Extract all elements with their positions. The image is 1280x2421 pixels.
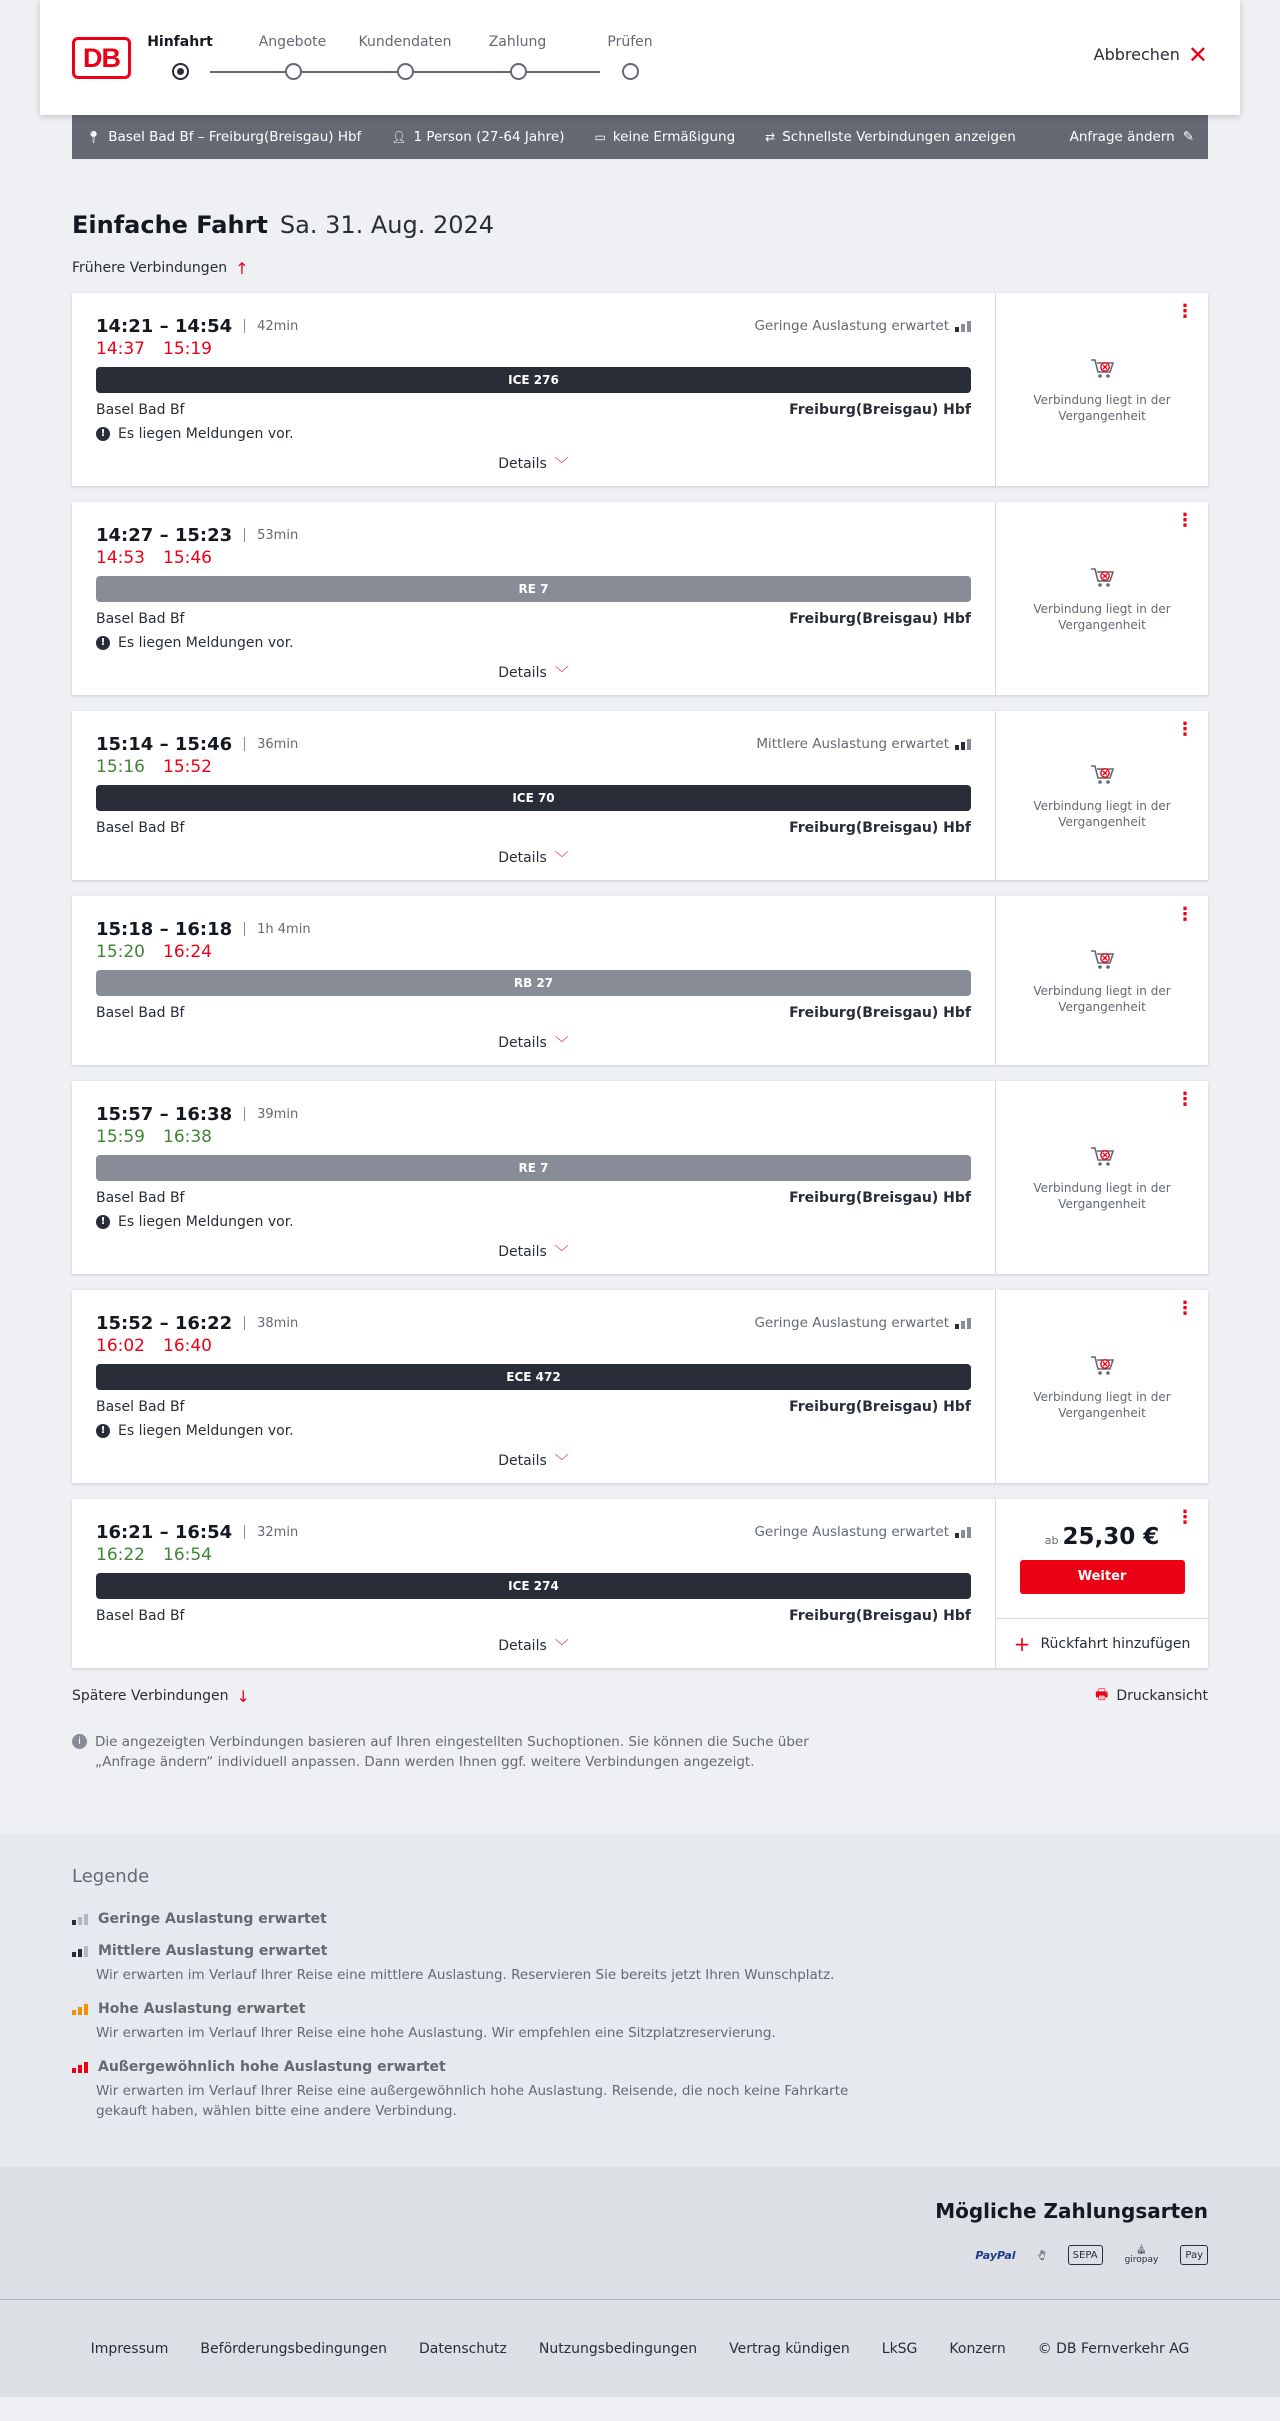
connection-card	[72, 711, 1208, 880]
occupancy-icon	[955, 738, 971, 750]
alert-icon: !	[96, 1424, 110, 1438]
realtime-departure: 15:59	[96, 1127, 145, 1147]
stations-row	[96, 611, 971, 627]
train-segment-bar[interactable]: ICE 70	[96, 785, 971, 811]
footer-link[interactable]: Nutzungsbedingungen	[538, 2340, 698, 2357]
connection-main	[72, 1081, 995, 1274]
step-0	[130, 34, 230, 56]
payment-title: Mögliche Zahlungsarten	[935, 2199, 1208, 2223]
more-options-icon[interactable]: ⋮	[1176, 904, 1194, 925]
occupancy-indicator	[754, 1524, 971, 1540]
payment-icons	[72, 2241, 1208, 2269]
sepa-icon: SEPA	[1068, 2245, 1103, 2265]
realtime-departure: 14:37	[96, 339, 145, 359]
print-view-link[interactable]	[1095, 1684, 1208, 1708]
step-label: Prüfen	[607, 34, 653, 50]
legend-item-head	[72, 2001, 1208, 2017]
connection-main	[72, 711, 995, 880]
chevron-down-icon: ﹀	[554, 666, 569, 682]
footer-link[interactable]: Konzern	[949, 2340, 1006, 2357]
destination-station: Freiburg(Breisgau) Hbf	[789, 820, 971, 836]
occupancy-level-icon	[72, 1913, 88, 1925]
step-dot	[172, 63, 189, 80]
occupancy-indicator	[756, 736, 971, 752]
service-message-text: Es liegen Meldungen vor.	[118, 635, 294, 651]
destination-station: Freiburg(Breisgau) Hbf	[789, 1190, 971, 1206]
legend-title: Legende	[72, 1866, 150, 1887]
mode-summary	[765, 129, 1016, 145]
legend-item-head	[72, 1943, 1208, 1959]
footer-link[interactable]: © DB Fernverkehr AG	[1037, 2340, 1190, 2357]
step-label: Kundendaten	[358, 34, 452, 50]
legend-item-description: Wir erwarten im Verlauf Ihrer Reise eine außergewöhnlich hohe Auslastung. Reisende, die noch keine Fahrkarte gekauft haben, wählen bitte eine andere Verbindung.	[96, 2083, 849, 2119]
add-return-trip-button[interactable]	[996, 1618, 1208, 1668]
divider	[244, 1316, 245, 1330]
realtime-departure: 15:16	[96, 757, 145, 777]
step-3	[468, 34, 568, 56]
train-segment-bar[interactable]: RB 27	[96, 970, 971, 996]
divider	[244, 319, 245, 333]
step-label: Zahlung	[488, 34, 547, 50]
occupancy-icon	[955, 320, 971, 332]
continue-button[interactable]: Weiter	[1020, 1560, 1185, 1594]
origin-station: Basel Bad Bf	[96, 1005, 185, 1021]
discount-text: keine Ermäßigung	[612, 129, 736, 145]
realtime-times	[96, 942, 971, 964]
cancel-button[interactable]	[1093, 40, 1208, 69]
footer-link[interactable]: Vertrag kündigen	[729, 2340, 850, 2357]
connection-list	[72, 293, 1208, 1668]
alert-icon: !	[96, 427, 110, 441]
close-icon: ✕	[1187, 40, 1208, 69]
origin-station: Basel Bad Bf	[96, 1608, 185, 1624]
destination-station: Freiburg(Breisgau) Hbf	[789, 611, 971, 627]
footer-link[interactable]: Beförderungsbedingungen	[200, 2340, 387, 2357]
realtime-arrival: 15:52	[163, 757, 212, 777]
train-segment-bar[interactable]: ICE 274	[96, 1573, 971, 1599]
chevron-down-icon: ﹀	[554, 1245, 569, 1261]
service-message-text: Es liegen Meldungen vor.	[118, 1423, 294, 1439]
schedule-times: 14:21 – 14:54	[96, 315, 233, 337]
connection-card	[72, 1499, 1208, 1668]
stations-row	[96, 1399, 971, 1415]
connection-card	[72, 896, 1208, 1065]
times-row	[96, 524, 971, 546]
person-icon: 👤︎	[391, 130, 407, 144]
offer-panel	[995, 711, 1208, 880]
later-connections-link[interactable]	[72, 1687, 250, 1706]
occupancy-text: Mittlere Auslastung erwartet	[756, 736, 949, 752]
destination-station: Freiburg(Breisgau) Hbf	[789, 1005, 971, 1021]
offer-panel	[995, 1081, 1208, 1274]
legend-item	[72, 2059, 1208, 2121]
times-row	[96, 733, 971, 755]
legend-item-title: Geringe Auslastung erwartet	[98, 1911, 327, 1927]
search-info-note	[72, 1732, 832, 1772]
service-message	[96, 426, 971, 442]
realtime-times	[96, 1127, 971, 1149]
realtime-arrival: 16:38	[163, 1127, 212, 1147]
schedule-times: 15:18 – 16:18	[96, 918, 233, 940]
legend-item-title: Hohe Auslastung erwartet	[98, 2001, 306, 2017]
legend-item-head	[72, 2059, 1208, 2075]
giropay-glyph: ⛪︎	[1135, 2245, 1148, 2255]
details-toggle[interactable]	[96, 1439, 971, 1483]
stations-row	[96, 1608, 971, 1624]
origin-station: Basel Bad Bf	[96, 1399, 185, 1415]
details-label: Details	[498, 1244, 547, 1260]
divider	[244, 1525, 245, 1539]
step-dot	[397, 63, 414, 80]
details-toggle[interactable]	[96, 836, 971, 880]
step-2	[355, 34, 455, 56]
later-connections-label: Spätere Verbindungen	[72, 1688, 229, 1704]
cart-unavailable-icon	[1089, 947, 1115, 973]
offer-panel	[995, 896, 1208, 1065]
schedule-times: 15:14 – 15:46	[96, 733, 233, 755]
occupancy-level-icon	[72, 1945, 88, 1957]
service-message	[96, 635, 971, 651]
persons-summary	[391, 129, 564, 145]
route-summary	[86, 129, 361, 145]
divider	[244, 1107, 245, 1121]
duration: 1h 4min	[257, 921, 311, 937]
occupancy-text: Geringe Auslastung erwartet	[754, 318, 949, 334]
times-row	[96, 1521, 971, 1543]
service-message-text: Es liegen Meldungen vor.	[118, 1214, 294, 1230]
list-footer	[72, 1686, 1208, 1706]
chevron-down-icon: ﹀	[554, 851, 569, 867]
connection-card	[72, 293, 1208, 486]
legend-item	[72, 1943, 1208, 1985]
duration: 36min	[257, 736, 299, 752]
progress-stepper	[147, 34, 653, 84]
footer-link[interactable]: Impressum	[90, 2340, 169, 2357]
realtime-times	[96, 548, 971, 570]
duration: 42min	[257, 318, 299, 334]
realtime-arrival: 15:19	[163, 339, 212, 359]
price-value: 25,30 €	[1062, 1523, 1160, 1550]
duration: 39min	[257, 1106, 299, 1122]
applepay-label: Pay	[1185, 2249, 1203, 2261]
offer-panel	[995, 1290, 1208, 1483]
schedule-times: 15:52 – 16:22	[96, 1312, 233, 1334]
paypal-icon: PayPal	[975, 2248, 1016, 2262]
arrow-up-icon: ↑	[235, 258, 249, 278]
past-connection-text: Verbindung liegt in der Vergangenheit	[1033, 798, 1171, 829]
origin-station: Basel Bad Bf	[96, 1190, 185, 1206]
realtime-times	[96, 757, 971, 779]
realtime-times	[96, 1336, 971, 1358]
times-row	[96, 315, 971, 337]
stations-row	[96, 820, 971, 836]
train-segment-bar[interactable]: ECE 472	[96, 1364, 971, 1390]
duration: 53min	[257, 527, 299, 543]
occupancy-indicator	[754, 1315, 971, 1331]
times-row	[96, 1312, 971, 1334]
train-segment-bar[interactable]: ICE 276	[96, 367, 971, 393]
details-label: Details	[498, 1638, 547, 1654]
details-toggle[interactable]	[96, 651, 971, 695]
change-request-label: Anfrage ändern	[1069, 129, 1175, 145]
divider	[244, 528, 245, 542]
realtime-arrival: 16:54	[163, 1545, 212, 1565]
connection-main	[72, 1499, 995, 1668]
info-icon: i	[72, 1734, 87, 1749]
bahncard-icon: ▭	[594, 130, 606, 144]
realtime-times	[96, 339, 971, 361]
past-connection-text: Verbindung liegt in der Vergangenheit	[1033, 1180, 1171, 1211]
step-1	[243, 34, 343, 56]
persons-text: 1 Person (27-64 Jahre)	[413, 129, 565, 145]
train-segment-bar[interactable]: RE 7	[96, 576, 971, 602]
alert-icon: !	[96, 1215, 110, 1229]
page-title: Einfache Fahrt	[72, 211, 268, 239]
giropay-icon	[1125, 2241, 1159, 2269]
realtime-departure: 15:20	[96, 942, 145, 962]
details-toggle[interactable]	[96, 1230, 971, 1274]
stations-row	[96, 1005, 971, 1021]
details-label: Details	[498, 1035, 547, 1051]
legend-item-title: Außergewöhnlich hohe Auslastung erwartet	[98, 2059, 446, 2075]
route-text: Basel Bad Bf – Freiburg(Breisgau) Hbf	[108, 129, 362, 145]
location-pin-icon: 📍︎	[86, 130, 102, 144]
printer-icon: 🖶︎	[1095, 1687, 1109, 1703]
page-heading	[72, 211, 1208, 239]
price-prefix: ab	[1044, 1533, 1059, 1547]
chevron-down-icon: ﹀	[554, 1036, 569, 1052]
connection-main	[72, 896, 995, 1065]
search-summary-bar	[72, 115, 1208, 159]
realtime-departure: 16:02	[96, 1336, 145, 1356]
details-toggle[interactable]	[96, 442, 971, 486]
more-options-icon[interactable]: ⋮	[1176, 1298, 1194, 1319]
db-logo[interactable]: DB	[72, 37, 131, 79]
arrow-down-icon: ↓	[236, 1686, 250, 1706]
legend-section	[0, 1834, 1280, 2167]
change-request-button[interactable]	[1070, 129, 1194, 145]
legend-item-description: Wir erwarten im Verlauf Ihrer Reise eine mittlere Auslastung. Reservieren Sie bereits jetzt Ihren Wunschplatz.	[96, 1967, 835, 1983]
details-label: Details	[498, 850, 547, 866]
occupancy-text: Geringe Auslastung erwartet	[754, 1315, 949, 1331]
past-connection-text: Verbindung liegt in der Vergangenheit	[1033, 1389, 1171, 1420]
realtime-arrival: 15:46	[163, 548, 212, 568]
chevron-down-icon: ﹀	[554, 457, 569, 473]
occupancy-level-icon	[72, 2061, 88, 2073]
earlier-connections-link[interactable]	[72, 259, 1208, 277]
occupancy-icon	[955, 1317, 971, 1329]
discount-summary	[595, 129, 736, 145]
more-options-icon[interactable]: ⋮	[1176, 510, 1194, 531]
offer-panel	[995, 1499, 1208, 1668]
main-content	[72, 211, 1208, 1772]
duration: 38min	[257, 1315, 299, 1331]
creditcard-icon: 🖐︎	[1037, 2248, 1046, 2262]
past-connection-text: Verbindung liegt in der Vergangenheit	[1033, 983, 1171, 1014]
step-dot	[622, 63, 639, 80]
cart-unavailable-icon	[1089, 356, 1115, 382]
cart-unavailable-icon	[1089, 1144, 1115, 1170]
occupancy-icon	[955, 1526, 971, 1538]
cart-unavailable-icon	[1089, 1353, 1115, 1379]
train-segment-bar[interactable]: RE 7	[96, 1155, 971, 1181]
cancel-label: Abbrechen	[1093, 45, 1180, 64]
realtime-departure: 16:22	[96, 1545, 145, 1565]
service-message	[96, 1214, 971, 1230]
schedule-times: 15:57 – 16:38	[96, 1103, 233, 1125]
details-toggle[interactable]	[96, 1624, 971, 1668]
footer-nav	[0, 2299, 1280, 2397]
destination-station: Freiburg(Breisgau) Hbf	[789, 1399, 971, 1415]
connection-main	[72, 502, 995, 695]
divider	[244, 922, 245, 936]
cart-unavailable-icon	[1089, 565, 1115, 591]
schedule-times: 16:21 – 16:54	[96, 1521, 233, 1543]
search-info-text: Die angezeigten Verbindungen basieren auf Ihren eingestellten Suchoptionen. Sie können die Suche über „Anfrage ändern“ individuell anpassen. Dann werden Ihnen ggf. weitere Verbindungen angezeigt.	[95, 1734, 809, 1770]
legend-item-title: Mittlere Auslastung erwartet	[98, 1943, 328, 1959]
past-connection-text: Verbindung liegt in der Vergangenheit	[1033, 392, 1171, 423]
earlier-connections-label: Frühere Verbindungen	[72, 260, 228, 276]
chevron-down-icon: ﹀	[554, 1639, 569, 1655]
details-toggle[interactable]	[96, 1021, 971, 1065]
occupancy-indicator	[754, 318, 971, 334]
step-dot	[510, 63, 527, 80]
pencil-icon: ✎	[1182, 129, 1194, 145]
more-options-icon[interactable]: ⋮	[1176, 719, 1194, 740]
step-label: Hinfahrt	[147, 34, 213, 50]
origin-station: Basel Bad Bf	[96, 820, 185, 836]
header	[40, 0, 1240, 115]
legend-item-description: Wir erwarten im Verlauf Ihrer Reise eine hohe Auslastung. Wir empfehlen eine Sitzplatzreservierung.	[96, 2025, 776, 2041]
plus-icon: +	[1013, 1631, 1031, 1656]
footer-link[interactable]: LkSG	[881, 2340, 918, 2357]
connection-main	[72, 293, 995, 486]
travel-date: Sa. 31. Aug. 2024	[279, 211, 495, 239]
schedule-times: 14:27 – 15:23	[96, 524, 233, 546]
realtime-arrival: 16:24	[163, 942, 212, 962]
connection-card	[72, 1081, 1208, 1274]
stations-row	[96, 402, 971, 418]
connection-card	[72, 502, 1208, 695]
payment-methods-section	[0, 2167, 1280, 2299]
details-label: Details	[498, 456, 547, 472]
realtime-arrival: 16:40	[163, 1336, 212, 1356]
origin-station: Basel Bad Bf	[96, 611, 185, 627]
offer-panel	[995, 502, 1208, 695]
price	[1045, 1524, 1160, 1550]
connection-main	[72, 1290, 995, 1483]
more-options-icon[interactable]: ⋮	[1176, 1089, 1194, 1110]
legend-item-head	[72, 1911, 1208, 1927]
service-message	[96, 1423, 971, 1439]
times-row	[96, 918, 971, 940]
details-label: Details	[498, 665, 547, 681]
swap-arrows-icon: ⇄	[765, 130, 776, 144]
add-return-trip-label: Rückfahrt hinzufügen	[1040, 1635, 1191, 1652]
step-dot	[285, 63, 302, 80]
times-row	[96, 1103, 971, 1125]
footer-link[interactable]: Datenschutz	[418, 2340, 507, 2357]
realtime-departure: 14:53	[96, 548, 145, 568]
divider	[244, 737, 245, 751]
past-connection-text: Verbindung liegt in der Vergangenheit	[1033, 601, 1171, 632]
cart-unavailable-icon	[1089, 762, 1115, 788]
more-options-icon[interactable]: ⋮	[1176, 301, 1194, 322]
legend-item	[72, 1911, 1208, 1927]
mode-text: Schnellste Verbindungen anzeigen	[782, 129, 1016, 145]
applepay-icon	[1180, 2245, 1208, 2265]
chevron-down-icon: ﹀	[554, 1454, 569, 1470]
connection-card	[72, 1290, 1208, 1483]
realtime-times	[96, 1545, 971, 1567]
offer-panel	[995, 293, 1208, 486]
giropay-label: giropay	[1124, 2255, 1159, 2265]
destination-station: Freiburg(Breisgau) Hbf	[789, 1608, 971, 1624]
alert-icon: !	[96, 636, 110, 650]
legend-item	[72, 2001, 1208, 2043]
stations-row	[96, 1190, 971, 1206]
more-options-icon[interactable]: ⋮	[1176, 1507, 1194, 1528]
print-view-label: Druckansicht	[1116, 1688, 1208, 1704]
step-4	[580, 34, 680, 56]
step-label: Angebote	[258, 34, 327, 50]
occupancy-text: Geringe Auslastung erwartet	[754, 1524, 949, 1540]
details-label: Details	[498, 1453, 547, 1469]
occupancy-level-icon	[72, 2003, 88, 2015]
destination-station: Freiburg(Breisgau) Hbf	[789, 402, 971, 418]
origin-station: Basel Bad Bf	[96, 402, 185, 418]
service-message-text: Es liegen Meldungen vor.	[118, 426, 294, 442]
duration: 32min	[257, 1524, 299, 1540]
